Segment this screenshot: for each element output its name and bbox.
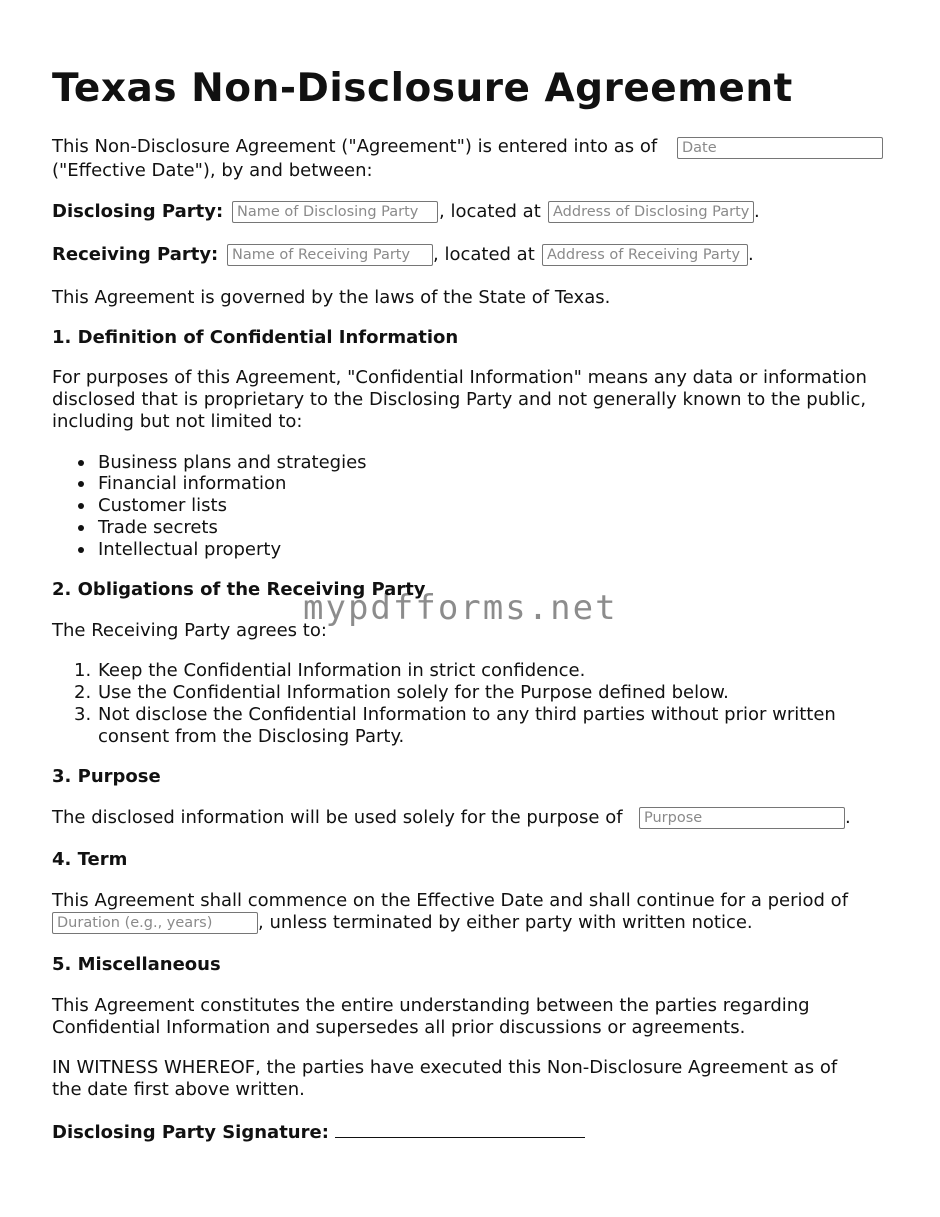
section-5-heading: 5. Miscellaneous xyxy=(52,954,221,975)
signature-label: Disclosing Party Signature: xyxy=(52,1122,329,1143)
disclosing-party-label: Disclosing Party: xyxy=(52,201,224,222)
list-number: 2. xyxy=(74,682,92,703)
purpose-period: . xyxy=(845,807,851,828)
bullet-marker xyxy=(78,525,84,531)
signature-line[interactable] xyxy=(335,1119,585,1138)
witness-line: the date first above written. xyxy=(52,1079,305,1100)
section-5-para-line: Confidential Information and supersedes all prior discussions or agreements. xyxy=(52,1017,746,1038)
disclosing-located-text: , located at xyxy=(439,201,541,222)
receiving-period: . xyxy=(748,244,754,265)
duration-input[interactable] xyxy=(52,912,258,934)
list-item: Intellectual property xyxy=(98,539,282,560)
section-3-heading: 3. Purpose xyxy=(52,766,161,787)
section-4-line-1: This Agreement shall commence on the Effective Date and shall continue for a period of xyxy=(52,890,849,911)
signature-row xyxy=(52,1119,585,1144)
witness-line: IN WITNESS WHEREOF, the parties have executed this Non-Disclosure Agreement as of xyxy=(52,1057,838,1078)
list-item: Not disclose the Confidential Information to any third parties without prior written xyxy=(98,704,836,725)
governing-law-text: This Agreement is governed by the laws of the State of Texas. xyxy=(52,287,611,308)
section-1-heading: 1. Definition of Confidential Information xyxy=(52,327,459,348)
intro-line-1: This Non-Disclosure Agreement ("Agreement") is entered into as of xyxy=(52,136,658,157)
list-item: Financial information xyxy=(98,473,287,494)
list-item: Business plans and strategies xyxy=(98,452,367,473)
bullet-marker xyxy=(78,460,84,466)
receiving-party-address-input[interactable] xyxy=(542,244,748,266)
section-5-para-line: This Agreement constitutes the entire understanding between the parties regarding xyxy=(52,995,810,1016)
watermark: mypdfforms.net xyxy=(303,588,618,628)
receiving-party-name-input[interactable] xyxy=(227,244,433,266)
disclosing-party-name-input[interactable] xyxy=(232,201,438,223)
list-item: Use the Confidential Information solely for the Purpose defined below. xyxy=(98,682,729,703)
section-1-para-line: disclosed that is proprietary to the Disclosing Party and not generally known to the public, xyxy=(52,389,867,410)
list-item: Keep the Confidential Information in strict confidence. xyxy=(98,660,586,681)
disclosing-period: . xyxy=(754,201,760,222)
section-4-line-2: , unless terminated by either party with written notice. xyxy=(258,912,753,933)
date-input[interactable] xyxy=(677,137,883,159)
bullet-marker xyxy=(78,547,84,553)
section-3-text: The disclosed information will be used solely for the purpose of xyxy=(52,807,623,828)
receiving-located-text: , located at xyxy=(433,244,535,265)
section-2-intro: The Receiving Party agrees to: xyxy=(52,620,327,641)
bullet-marker xyxy=(78,481,84,487)
page-title: Texas Non-Disclosure Agreement xyxy=(52,66,793,111)
section-2-heading: 2. Obligations of the Receiving Party xyxy=(52,579,426,600)
purpose-input[interactable] xyxy=(639,807,845,829)
bullet-marker xyxy=(78,503,84,509)
section-1-para-line: For purposes of this Agreement, "Confidential Information" means any data or information xyxy=(52,367,867,388)
list-item-continuation: consent from the Disclosing Party. xyxy=(98,726,405,747)
disclosing-party-address-input[interactable] xyxy=(548,201,754,223)
section-1-para-line: including but not limited to: xyxy=(52,411,303,432)
section-4-heading: 4. Term xyxy=(52,849,128,870)
list-number: 3. xyxy=(74,704,92,725)
receiving-party-label: Receiving Party: xyxy=(52,244,219,265)
list-number: 1. xyxy=(74,660,92,681)
list-item: Customer lists xyxy=(98,495,227,516)
list-item: Trade secrets xyxy=(98,517,218,538)
intro-line-2: ("Effective Date"), by and between: xyxy=(52,160,373,181)
